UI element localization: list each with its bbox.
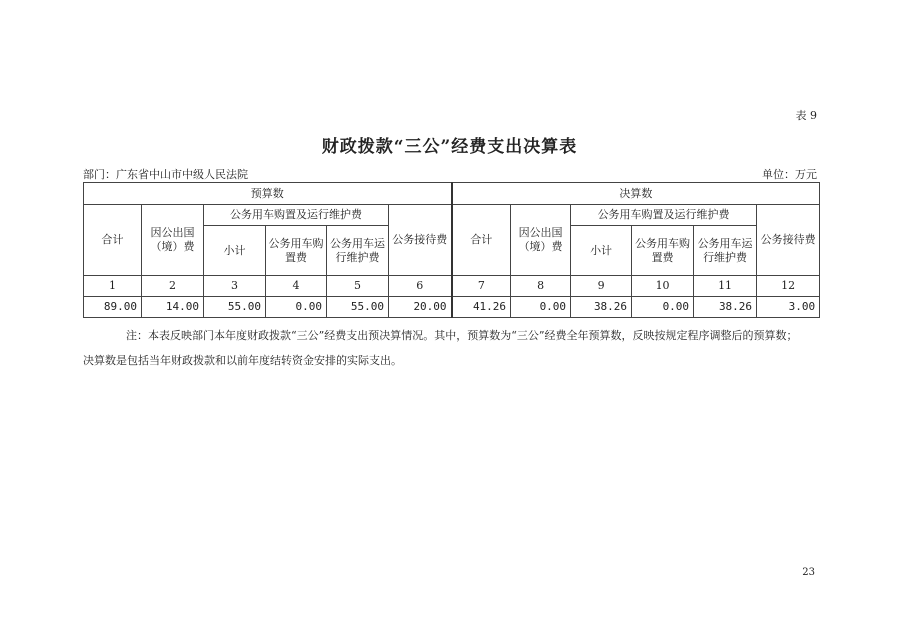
value-cell: 14.00: [142, 297, 204, 318]
value-cell: 0.00: [511, 297, 571, 318]
column-number: 4: [266, 276, 327, 297]
value-row: [84, 297, 820, 318]
budget-total-header: 合计: [84, 205, 142, 276]
column-number: 2: [142, 276, 204, 297]
final-vehicle-header: 公务用车购置及运行维护费: [571, 205, 757, 226]
note-line-1: 注：本表反映部门本年度财政拨款“三公”经费支出预决算情况。其中，预算数为“三公”经费全年预算数，反映按规定程序调整后的预算数；: [126, 329, 798, 342]
value-cell: 89.00: [84, 297, 142, 318]
budget-vehicle-purchase-header: 公务用车购置费: [266, 226, 327, 276]
department-label: 部门：广东省中山市中级人民法院: [83, 168, 248, 181]
column-number: 10: [632, 276, 694, 297]
budget-reception-header: 公务接待费: [389, 205, 452, 276]
page-title: 财政拨款“三公”经费支出决算表: [321, 137, 578, 157]
expenditure-table: [83, 182, 820, 318]
column-number: 8: [511, 276, 571, 297]
page-number: 23: [802, 567, 815, 578]
value-cell: 0.00: [632, 297, 694, 318]
column-number: 6: [389, 276, 452, 297]
value-cell: 0.00: [266, 297, 327, 318]
budget-vehicle-operation-header: 公务用车运行维护费: [327, 226, 389, 276]
column-number: 7: [452, 276, 511, 297]
budget-abroad-header: 因公出国（境）费: [142, 205, 204, 276]
value-cell: 3.00: [757, 297, 820, 318]
column-number: 12: [757, 276, 820, 297]
budget-subtotal-header: 小计: [204, 226, 266, 276]
value-cell: 41.26: [452, 297, 511, 318]
unit-label: 单位：万元: [762, 168, 817, 181]
final-total-header: 合计: [452, 205, 511, 276]
final-abroad-header: 因公出国（境）费: [511, 205, 571, 276]
budget-group-header: 预算数: [84, 183, 452, 205]
column-number: 1: [84, 276, 142, 297]
note-line-2: 决算数是包括当年财政拨款和以前年度结转资金安排的实际支出。: [83, 354, 402, 367]
final-reception-header: 公务接待费: [757, 205, 820, 276]
budget-vehicle-header: 公务用车购置及运行维护费: [204, 205, 389, 226]
column-number: 5: [327, 276, 389, 297]
column-number: 3: [204, 276, 266, 297]
final-group-header: 决算数: [452, 183, 820, 205]
value-cell: 38.26: [694, 297, 757, 318]
value-cell: 38.26: [571, 297, 632, 318]
value-cell: 55.00: [327, 297, 389, 318]
column-number: 9: [571, 276, 632, 297]
column-number: 11: [694, 276, 757, 297]
value-cell: 20.00: [389, 297, 452, 318]
column-number-row: [84, 276, 820, 297]
table-number: 表 9: [795, 109, 817, 122]
final-vehicle-operation-header: 公务用车运行维护费: [694, 226, 757, 276]
value-cell: 55.00: [204, 297, 266, 318]
final-subtotal-header: 小计: [571, 226, 632, 276]
final-vehicle-purchase-header: 公务用车购置费: [632, 226, 694, 276]
